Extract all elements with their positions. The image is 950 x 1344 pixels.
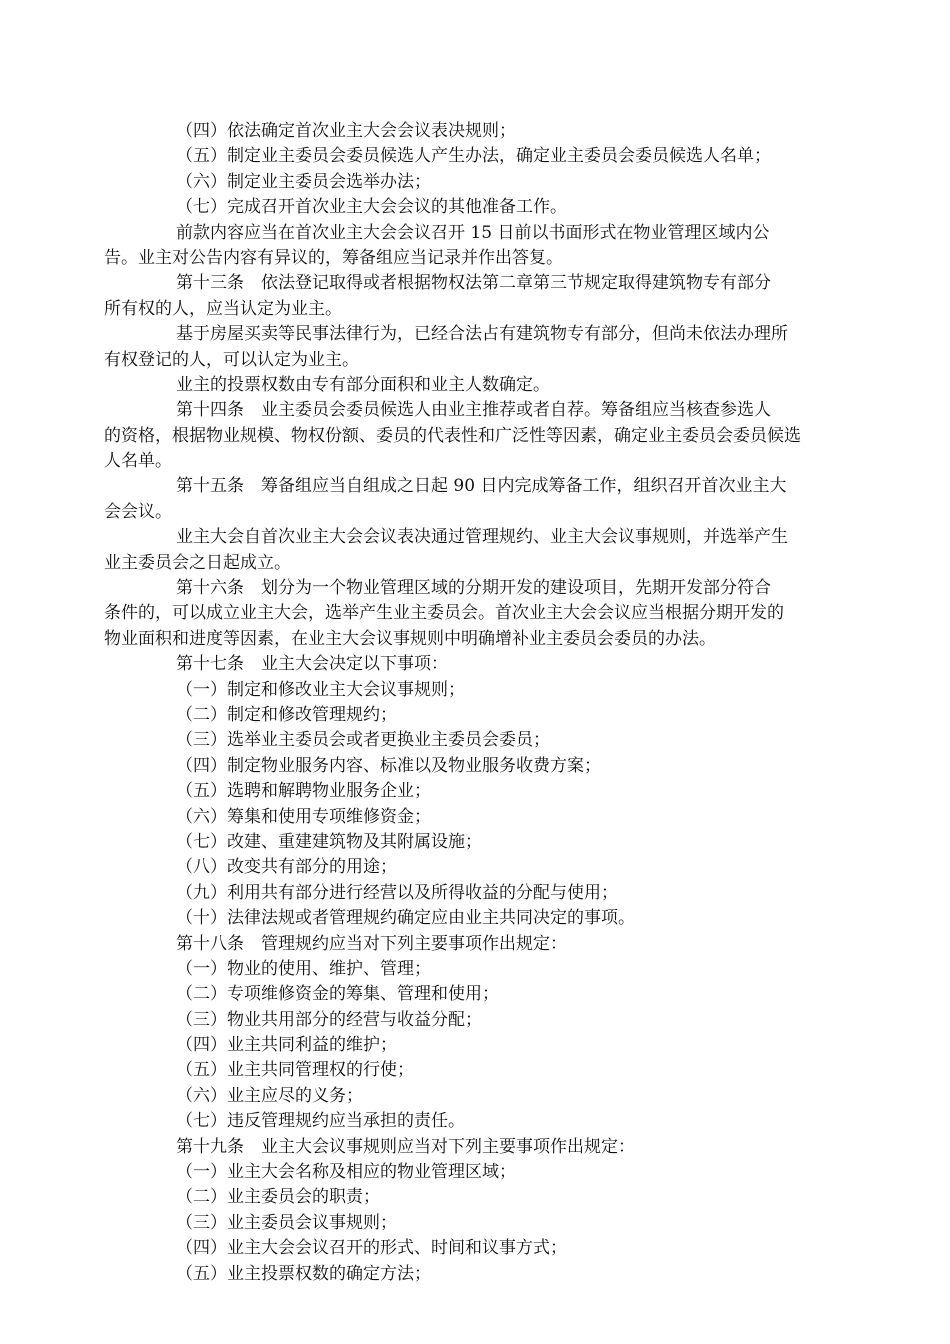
text-line: 第十五条 筹备组应当自组成之日起 90 日内完成筹备工作，组织召开首次业主大 [176, 476, 787, 497]
text-line: （六）筹集和使用专项维修资金； [176, 806, 431, 827]
text-line: 基于房屋买卖等民事法律行为，已经合法占有建筑物专有部分，但尚未依法办理所 [176, 324, 788, 345]
text-line: 第十四条 业主委员会委员候选人由业主推荐或者自荐。筹备组应当核查参选人 [176, 400, 771, 421]
text-line: （四）制定物业服务内容、标准以及物业服务收费方案； [176, 755, 601, 776]
text-line: （五）制定业主委员会委员候选人产生办法，确定业主委员会委员候选人名单； [176, 146, 771, 167]
text-line: 业主委员会之日起成立。 [104, 552, 291, 573]
text-line: （一）物业的使用、维护、管理； [176, 958, 431, 979]
text-line: （八）改变共有部分的用途； [176, 857, 397, 878]
text-line: （七）改建、重建建筑物及其附属设施； [176, 831, 482, 852]
text-line: 条件的，可以成立业主大会，选举产生业主委员会。首次业主大会会议应当根据分期开发的 [104, 603, 784, 624]
text-line: （九）利用共有部分进行经营以及所得收益的分配与使用； [176, 882, 618, 903]
text-line: （五）选聘和解聘物业服务企业； [176, 781, 431, 802]
text-line: 有权登记的人，可以认定为业主。 [104, 349, 359, 370]
text-line: 告。业主对公告内容有异议的，筹备组应当记录并作出答复。 [104, 247, 563, 268]
text-line: 第十九条 业主大会议事规则应当对下列主要事项作出规定： [176, 1136, 635, 1157]
text-line: 业主大会自首次业主大会会议表决通过管理规约、业主大会议事规则，并选举产生 [176, 527, 788, 548]
text-line: （一）业主大会名称及相应的物业管理区域； [176, 1162, 516, 1183]
document-body [104, 119, 854, 1287]
text-line: （三）物业共用部分的经营与收益分配； [176, 1009, 482, 1030]
text-line: （三）选举业主委员会或者更换业主委员会委员； [176, 730, 550, 751]
text-line: （四）业主大会会议召开的形式、时间和议事方式； [176, 1238, 567, 1259]
text-line: （七）完成召开首次业主大会会议的其他准备工作。 [176, 197, 567, 218]
text-line: 所有权的人，应当认定为业主。 [104, 298, 342, 319]
text-line: 第十七条 业主大会决定以下事项： [176, 654, 448, 675]
text-line: （四）依法确定首次业主大会会议表决规则； [176, 121, 516, 141]
text-line: （一）制定和修改业主大会议事规则； [176, 679, 465, 700]
text-line: （六）业主应尽的义务； [176, 1085, 363, 1106]
text-line: 第十三条 依法登记取得或者根据物权法第二章第三节规定取得建筑物专有部分 [176, 273, 771, 294]
text-line: （五）业主共同管理权的行使； [176, 1060, 414, 1081]
text-line: 业主的投票权数由专有部分面积和业主人数确定。 [176, 374, 550, 395]
text-line: （二）制定和修改管理规约； [176, 704, 397, 725]
text-line: 物业面积和进度等因素，在业主大会议事规则中明确增补业主委员会委员的办法。 [104, 628, 716, 649]
text-line: （五）业主投票权数的确定方法； [176, 1263, 431, 1284]
text-line: （二）专项维修资金的筹集、管理和使用； [176, 984, 499, 1005]
text-line: （六）制定业主委员会选举办法； [176, 171, 431, 192]
text-line: 前款内容应当在首次业主大会会议召开 15 日前以书面形式在物业管理区域内公 [176, 222, 770, 243]
text-line: 第十八条 管理规约应当对下列主要事项作出规定： [176, 933, 567, 954]
text-line: （十）法律法规或者管理规约确定应由业主共同决定的事项。 [176, 908, 635, 929]
text-line: 的资格，根据物业规模、物权份额、委员的代表性和广泛性等因素，确定业主委员会委员候选 [104, 425, 801, 446]
text-line: 第十六条 划分为一个物业管理区域的分期开发的建设项目，先期开发部分符合 [176, 578, 771, 599]
text-line: （三）业主委员会议事规则； [176, 1212, 397, 1233]
text-line: （七）违反管理规约应当承担的责任。 [176, 1111, 465, 1132]
text-line: （四）业主共同利益的维护； [176, 1035, 397, 1056]
text-line: 人名单。 [104, 451, 172, 472]
text-line: 会会议。 [104, 501, 172, 522]
text-line: （二）业主委员会的职责； [176, 1187, 380, 1208]
